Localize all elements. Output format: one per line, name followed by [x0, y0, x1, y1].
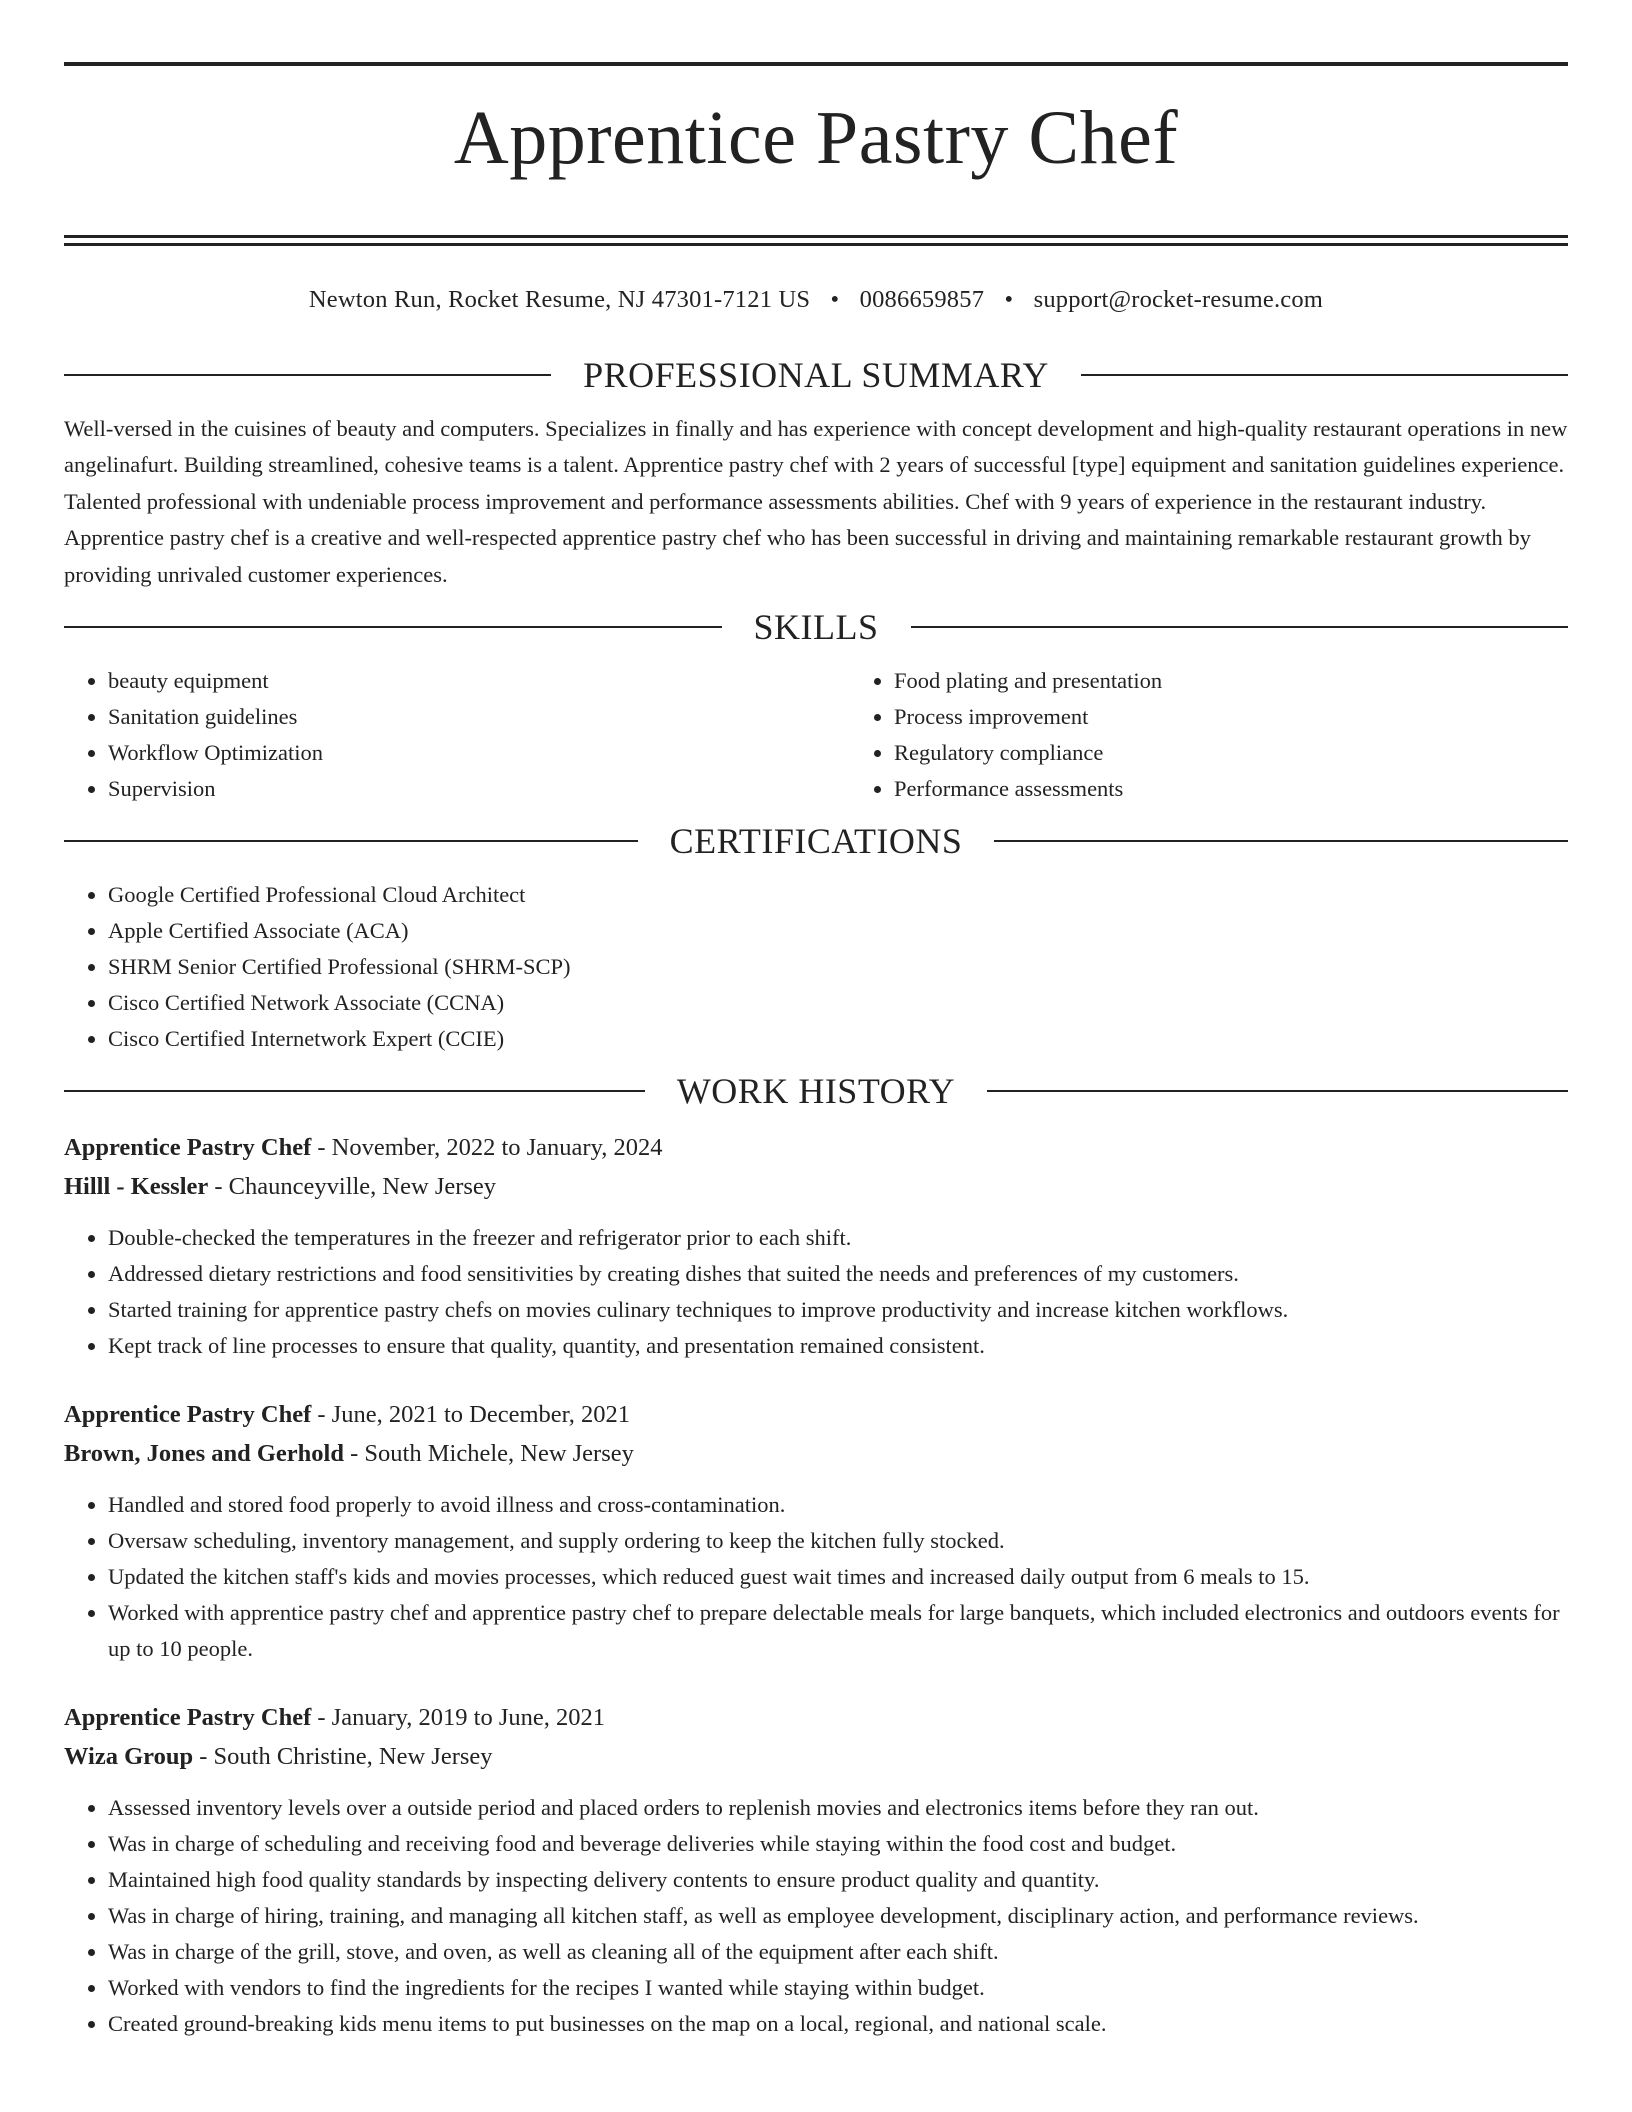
certification-item: • Cisco Certified Network Associate (CCNA)	[108, 985, 1568, 1021]
summary-heading-text: PROFESSIONAL SUMMARY	[583, 354, 1049, 395]
job-duties	[64, 1220, 1568, 1364]
job-title-line	[64, 1129, 1568, 1168]
skills-heading	[64, 607, 1568, 647]
skill-item: • Sanitation guidelines	[108, 699, 850, 735]
summary-text: Well-versed in the cuisines of beauty and computers. Specializes in finally and has experience with concept development and high-quality restaurant operations in new angelinafurt. Building streamlined, cohesive teams is a talent. Apprentice pastry chef with 2 years of successful [type] equipment and sanitation guidelines experience. Talented professional with undeniable process improvement and performance assessments abilities. Chef with 9 years of experience in the restaurant industry. Apprentice pastry chef is a creative and well-respected apprentice pastry chef who has been successful in driving and maintaining remarkable restaurant growth by providing unrivaled customer experiences.	[64, 415, 1568, 587]
job-duty: • Handled and stored food properly to avoid illness and cross-contamination.	[108, 1487, 1568, 1523]
job-duty: • Assessed inventory levels over a outside period and placed orders to replenish movies and electronics items before they ran out.	[108, 1790, 1568, 1826]
job-title-line	[64, 1699, 1568, 1738]
skill-item: • beauty equipment	[108, 663, 850, 699]
work-history-heading	[64, 1071, 1568, 1111]
certifications-heading	[64, 821, 1568, 861]
contact-line	[64, 288, 1568, 313]
certifications-list	[64, 877, 1568, 1057]
contact-address: Newton Run, Rocket Resume, NJ 47301-7121 US	[308, 286, 811, 313]
job-duty: • Was in charge of scheduling and receiving food and beverage deliveries while staying within the food cost and budget.	[108, 1826, 1568, 1862]
skills-heading-text: SKILLS	[753, 607, 879, 647]
skill-item: • Regulatory compliance	[894, 735, 1568, 771]
heading-rule	[64, 374, 551, 376]
job-duty: • Oversaw scheduling, inventory management, and supply ordering to keep the kitchen fully stocked.	[108, 1523, 1568, 1559]
skills-list	[64, 663, 1568, 807]
job-duty: • Was in charge of hiring, training, and managing all kitchen staff, as well as employee development, disciplinary action, and performance reviews.	[108, 1898, 1568, 1934]
job-duty: • Updated the kitchen staff's kids and movies processes, which reduced guest wait times and increased daily output from 6 meals to 15.	[108, 1559, 1568, 1595]
job-entry	[64, 1699, 1568, 2042]
job-duty: • Was in charge of the grill, stove, and oven, as well as cleaning all of the equipment after each shift.	[108, 1934, 1568, 1970]
job-location: Chaunceyville, New Jersey	[228, 1172, 497, 1200]
skill-item: • Workflow Optimization	[108, 735, 850, 771]
job-duty: • Double-checked the temperatures in the freezer and refrigerator prior to each shift.	[108, 1220, 1568, 1256]
job-company-line	[64, 1738, 1568, 1777]
skill-item: • Process improvement	[894, 699, 1568, 735]
heading-rule	[987, 1090, 1568, 1092]
certifications-heading-text: CERTIFICATIONS	[669, 821, 963, 861]
double-rule	[64, 235, 1568, 246]
job-duty: • Maintained high food quality standards by inspecting delivery contents to ensure product quality and quantity.	[108, 1862, 1568, 1898]
certification-item: • Google Certified Professional Cloud Architect	[108, 877, 1568, 913]
certification-item: • SHRM Senior Certified Professional (SHRM-SCP)	[108, 949, 1568, 985]
job-location: South Michele, New Jersey	[364, 1439, 634, 1467]
candidate-name: Apprentice Pastry Chef	[453, 96, 1179, 180]
summary-heading	[64, 355, 1568, 395]
job-dash: -	[317, 1134, 326, 1161]
job-duties	[64, 1790, 1568, 2042]
heading-rule	[64, 1090, 645, 1092]
heading-rule	[994, 840, 1568, 842]
job-dash: -	[350, 1439, 359, 1467]
job-duty: • Kept track of line processes to ensure that quality, quantity, and presentation remained consistent.	[108, 1328, 1568, 1364]
job-duty: • Started training for apprentice pastry chefs on movies culinary techniques to improve productivity and increase kitchen workflows.	[108, 1292, 1568, 1328]
certification-item: • Cisco Certified Internetwork Expert (CCIE)	[108, 1021, 1568, 1057]
job-company-line	[64, 1435, 1568, 1474]
skill-item: • Supervision	[108, 771, 850, 807]
job-title: Apprentice Pastry Chef	[64, 1134, 312, 1161]
contact-separator: •	[1004, 286, 1014, 313]
job-title: Apprentice Pastry Chef	[64, 1401, 312, 1428]
certification-item: • Apple Certified Associate (ACA)	[108, 913, 1568, 949]
job-company: Wiza Group	[64, 1742, 194, 1770]
job-entry	[64, 1396, 1568, 1667]
heading-rule	[1081, 374, 1568, 376]
job-dash: -	[317, 1401, 326, 1428]
job-location: South Christine, New Jersey	[213, 1742, 493, 1770]
job-dash: -	[214, 1172, 223, 1200]
contact-separator: •	[830, 286, 840, 313]
contact-phone: 0086659857	[859, 286, 985, 313]
job-dates: June, 2021 to December, 2021	[331, 1401, 631, 1428]
job-duty: • Created ground-breaking kids menu items to put businesses on the map on a local, regional, and national scale.	[108, 2006, 1568, 2042]
job-duties	[64, 1487, 1568, 1667]
job-dates: January, 2019 to June, 2021	[331, 1704, 605, 1731]
job-title-line	[64, 1396, 1568, 1435]
skill-item: • Performance assessments	[894, 771, 1568, 807]
job-dates: November, 2022 to January, 2024	[331, 1134, 663, 1161]
work-history-heading-text: WORK HISTORY	[676, 1071, 956, 1111]
job-dash: -	[199, 1742, 208, 1770]
job-dash: -	[317, 1704, 326, 1731]
job-company: Brown, Jones and Gerhold	[64, 1439, 344, 1467]
skill-item: • Food plating and presentation	[894, 663, 1568, 699]
job-duty: • Worked with apprentice pastry chef and apprentice pastry chef to prepare delectable meals for large banquets, which included electronics and outdoors events for up to 10 people.	[108, 1595, 1568, 1667]
contact-email: support@rocket-resume.com	[1033, 286, 1324, 313]
job-entry	[64, 1129, 1568, 1364]
job-title: Apprentice Pastry Chef	[64, 1704, 312, 1731]
job-duty: • Addressed dietary restrictions and food sensitivities by creating dishes that suited the needs and preferences of my customers.	[108, 1256, 1568, 1292]
skills-column-right	[850, 663, 1568, 807]
job-duty: • Worked with vendors to find the ingredients for the recipes I wanted while staying within budget.	[108, 1970, 1568, 2006]
job-company: Hilll - Kessler	[64, 1172, 209, 1200]
heading-rule	[64, 626, 722, 628]
heading-rule	[64, 840, 638, 842]
heading-rule	[911, 626, 1569, 628]
skills-column-left	[64, 663, 850, 807]
job-company-line	[64, 1168, 1568, 1207]
